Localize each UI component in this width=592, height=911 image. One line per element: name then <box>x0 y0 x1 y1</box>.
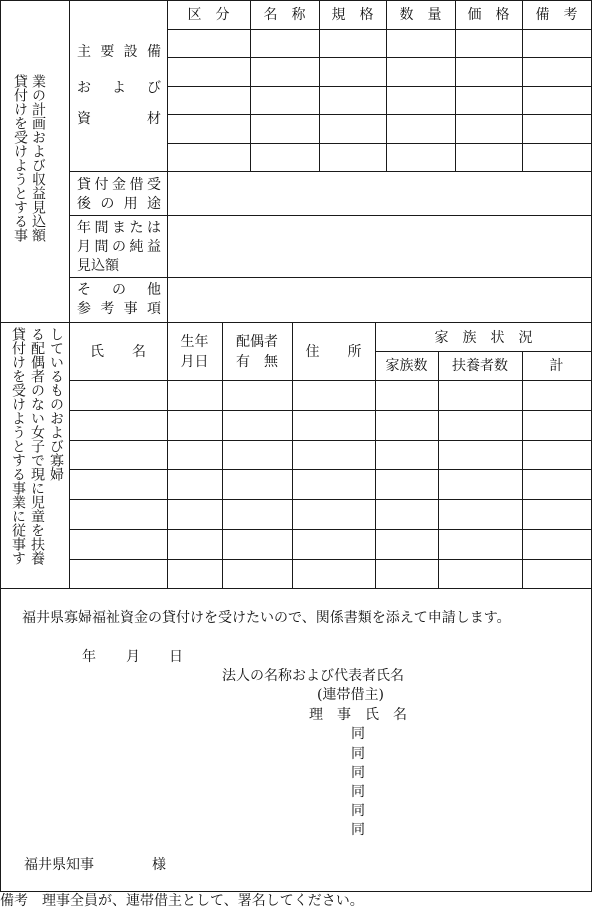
header-spouse-line2: 有 無 <box>236 354 278 370</box>
grid-hline <box>69 499 592 500</box>
equipment-label-line3: 資 材 <box>77 111 161 127</box>
header-person-name: 氏 名 <box>90 344 146 360</box>
section2-side-label-col1: しているものおよび寡婦 <box>48 327 64 481</box>
grid-hline <box>69 559 592 560</box>
header-spec: 規 格 <box>331 7 374 23</box>
same-mark: 同 <box>351 726 365 742</box>
form-border-top <box>0 0 592 1</box>
date-month: 月 <box>126 649 140 665</box>
section-divider <box>0 322 592 323</box>
table-bottom <box>0 588 592 589</box>
addressee-honorific: 様 <box>152 857 166 873</box>
grid-hline <box>167 114 592 115</box>
grid-vline <box>522 351 523 589</box>
grid-hline <box>167 57 592 58</box>
use-label-line2: 後 の 用 途 <box>77 196 161 212</box>
header-address: 住 所 <box>305 344 362 360</box>
header-birth-line1: 生年 <box>180 334 209 350</box>
same-mark: 同 <box>351 822 365 838</box>
income-label-line2: 月 間 の 純 益 <box>77 239 161 255</box>
section1-side-label-col1: 業の計画および収益見込額 <box>30 74 46 242</box>
form-border-left <box>0 0 1 589</box>
section2-side-label-col2: る配偶者のない女子で現に児童を扶養 <box>29 327 45 565</box>
other-label-line1: そ の 他 <box>77 282 161 298</box>
row-divider <box>69 171 592 172</box>
grid-hline <box>167 143 592 144</box>
corporation-label: 法人の名称および代表者氏名 <box>222 668 404 684</box>
same-mark: 同 <box>351 784 365 800</box>
header-total: 計 <box>549 358 564 374</box>
equipment-label-line2: お よ び <box>77 80 161 96</box>
addressee-governor: 福井県知事 <box>24 857 94 873</box>
header-quantity: 数 量 <box>399 7 442 23</box>
income-label-line1: 年 間 ま た は <box>77 220 161 236</box>
header-birth-line2: 月日 <box>180 354 209 370</box>
grid-hline <box>69 380 592 381</box>
grid-hline <box>167 86 592 87</box>
header-name: 名 称 <box>263 7 306 23</box>
grid-hline <box>69 529 592 530</box>
family-header-divider <box>375 351 592 352</box>
header-family-status: 家 族 状 況 <box>434 330 533 346</box>
section1-side-divider <box>69 0 70 322</box>
equipment-label-line1: 主 要 設 備 <box>77 44 161 60</box>
header-price: 価 格 <box>467 7 510 23</box>
application-statement: 福井県寡婦福祉資金の貸付けを受けたいので、関係書類を添えて申請します。 <box>22 610 511 626</box>
remarks-note: 備考 理事全員が、連帯借主として、署名してください。 <box>0 893 364 909</box>
section2-side-label-col3: 貸付けを受けようとする事業に従事す <box>10 327 26 565</box>
date-day: 日 <box>169 649 183 665</box>
grid-vline <box>292 322 293 589</box>
label-column-divider <box>167 0 168 322</box>
header-remarks: 備 考 <box>535 7 578 23</box>
same-mark: 同 <box>351 803 365 819</box>
grid-hline <box>69 469 592 470</box>
same-mark: 同 <box>351 746 365 762</box>
header-family-count: 家族数 <box>385 358 428 374</box>
grid-hline <box>69 410 592 411</box>
grid-hline <box>69 440 592 441</box>
header-category: 区 分 <box>187 7 230 23</box>
other-label-line2: 参 考 事 項 <box>77 301 161 317</box>
row-divider <box>69 215 592 216</box>
director-name-label: 理 事 氏 名 <box>309 707 407 723</box>
date-year: 年 <box>82 649 96 665</box>
statement-border-left <box>0 588 1 892</box>
header-dependents: 扶養者数 <box>452 358 508 374</box>
same-mark: 同 <box>351 765 365 781</box>
header-spouse-line1: 配偶者 <box>236 334 278 350</box>
grid-hline <box>167 29 592 30</box>
income-label-line3: 見込額 <box>77 258 119 274</box>
section2-side-divider <box>69 322 70 589</box>
joint-borrower-label: (連帯借主) <box>317 687 384 703</box>
use-label-line1: 貸 付 金 借 受 <box>77 177 161 193</box>
row-divider <box>69 277 592 278</box>
section1-side-label-col2: 貸付けを受けようとする事 <box>12 74 28 242</box>
grid-vline <box>438 351 439 589</box>
